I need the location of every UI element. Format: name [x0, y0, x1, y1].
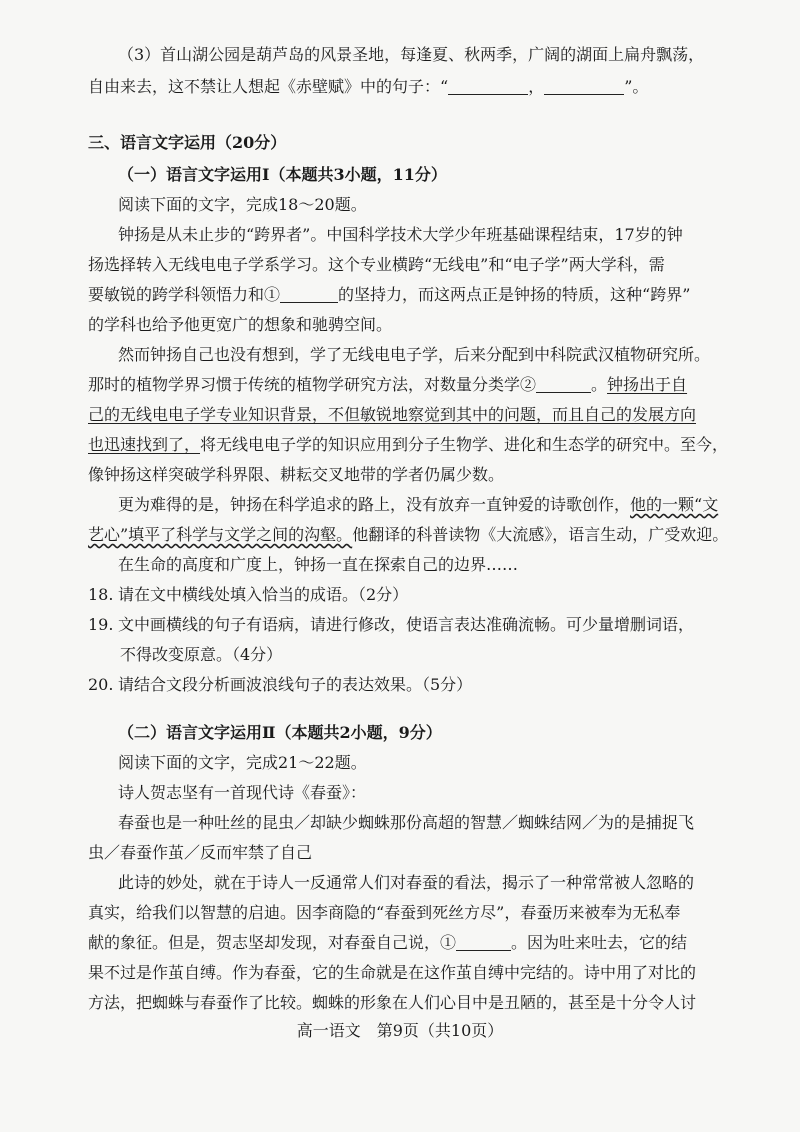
- underlined-sentence: 也迅速找到了，: [88, 435, 201, 454]
- passage3-line: [118, 490, 758, 520]
- passage4-line: 在生命的高度和广度上，钟扬一直在探索自己的边界……: [118, 555, 519, 574]
- passage-text: 那时的植物学界习惯于传统的植物学研究方法，对数量分类学②: [88, 375, 537, 394]
- question-text: 请结合文段分析画波浪线句子的表达效果。（5分）: [118, 675, 473, 694]
- passage-text: 更为难得的是，钟扬在科学追求的路上，没有放弃一直钟爱的诗歌创作，: [118, 495, 631, 514]
- q3-comma: ，: [528, 77, 545, 96]
- passage1-line: 的学科也给予他更宽广的想象和驰骋空间。: [88, 315, 393, 334]
- answer-blank-2[interactable]: [536, 376, 591, 393]
- answer-blank-part2-1[interactable]: [456, 934, 511, 951]
- underlined-sentence: 钟扬出于自: [607, 375, 688, 394]
- passage1-line: 扬选择转入无线电电子学系学习。这个专业横跨“无线电”和“电子学”两大学科，需: [88, 255, 665, 274]
- passage-text: 他翻译的科普读物《大流感》，语言生动，广受欢迎。: [352, 525, 728, 544]
- passage-text: 。因为吐来吐去，它的结: [511, 933, 688, 952]
- wavy-sentence: 艺心”填平了科学与文学之间的沟壑。: [88, 525, 353, 544]
- question-number: 18.: [88, 585, 114, 604]
- passage-text: 要敏锐的跨学科领悟力和①: [88, 285, 281, 304]
- passage2-line: [88, 430, 728, 460]
- part2-title: （二）语言文字运用Ⅱ（本题共2小题，9分）: [118, 723, 442, 742]
- q3-line2: [88, 72, 728, 102]
- page-footer: 高一语文 第9页（共10页）: [296, 1021, 504, 1040]
- passage2-line: [88, 400, 728, 430]
- part2-passage-line: 果不过是作茧自缚。作为春蚕，它的生命就是在这作茧自缚中完结的。诗中用了对比的: [88, 963, 697, 982]
- passage2-line: [88, 370, 728, 400]
- part2-passage-line: [88, 928, 728, 958]
- q3-line2-end: ”。: [624, 77, 649, 96]
- q3-line1: （3）首山湖公园是葫芦岛的风景圣地，每逢夏、秋两季，广阔的湖面上扁舟飘荡，: [118, 45, 705, 64]
- passage-text: 献的象征。但是，贺志坚却发现，对春蚕自己说，①: [88, 933, 457, 952]
- part2-intro-line: 诗人贺志坚有一首现代诗《春蚕》：: [118, 783, 367, 802]
- question-text: 文中画横线的句子有语病，请进行修改，使语言表达准确流畅。可少量增删词语，: [118, 615, 695, 634]
- poem-line: 春蚕也是一种吐丝的昆虫／却缺少蜘蛛那份高超的智慧／蜘蛛结网／为的是捕捉飞: [118, 813, 695, 832]
- section3-title: 三、语言文字运用（20分）: [88, 133, 287, 152]
- part2-passage-line: 真实，给我们以智慧的启迪。因李商隐的“春蚕到死丝方尽”，春蚕历来被奉为无私奉: [88, 903, 681, 922]
- passage1-line: [88, 280, 728, 310]
- passage3-line: [88, 520, 728, 550]
- part1-instruction: 阅读下面的文字，完成18～20题。: [118, 195, 367, 214]
- answer-blank[interactable]: [544, 78, 624, 95]
- question-number: 20.: [88, 675, 114, 694]
- question-19: [88, 610, 728, 640]
- passage1-line: 钟扬是从未止步的“跨界者”。中国科学技术大学少年班基础课程结束，17岁的钟: [118, 225, 683, 244]
- part2-passage-line: 方法，把蜘蛛与春蚕作了比较。蜘蛛的形象在人们心目中是丑陋的，甚至是十分令人讨: [88, 993, 697, 1012]
- passage-text: 。: [591, 375, 608, 394]
- part2-passage-line: 此诗的妙处，就在于诗人一反通常人们对春蚕的看法，揭示了一种常常被人忽略的: [118, 873, 695, 892]
- passage-text: 将无线电电子学的知识应用到分子生物学、进化和生态学的研究中。至今，: [200, 435, 728, 454]
- part2-instruction: 阅读下面的文字，完成21～22题。: [118, 753, 367, 772]
- q3-line2-text: 自由来去，这不禁让人想起《赤壁赋》中的句子：“: [88, 77, 449, 96]
- passage-text: 的坚持力，而这两点正是钟扬的特质，这种“跨界”: [338, 285, 691, 304]
- question-text: 请在文中横线处填入恰当的成语。（2分）: [118, 585, 409, 604]
- question-18: [88, 580, 728, 610]
- part1-title: （一）语言文字运用Ⅰ（本题共3小题，11分）: [118, 165, 447, 184]
- question-20: [88, 670, 728, 700]
- answer-blank[interactable]: [448, 78, 528, 95]
- answer-blank-1[interactable]: [280, 286, 338, 303]
- passage2-line: 然而钟扬自己也没有想到，学了无线电电子学，后来分配到中科院武汉植物研究所。: [118, 345, 711, 364]
- poem-line: 虫／春蚕作茧／反而牢禁了自己: [88, 843, 313, 862]
- passage2-line: 像钟扬这样突破学科界限、耕耘交叉地带的学者仍属少数。: [88, 465, 505, 484]
- wavy-sentence: 他的一颗“文: [630, 495, 719, 514]
- question-19-cont: 不得改变原意。（4分）: [120, 645, 283, 664]
- question-number: 19.: [88, 615, 114, 634]
- underlined-sentence: 己的无线电电子学专业知识背景，不但敏锐地察觉到其中的问题，而且自己的发展方向: [88, 405, 697, 424]
